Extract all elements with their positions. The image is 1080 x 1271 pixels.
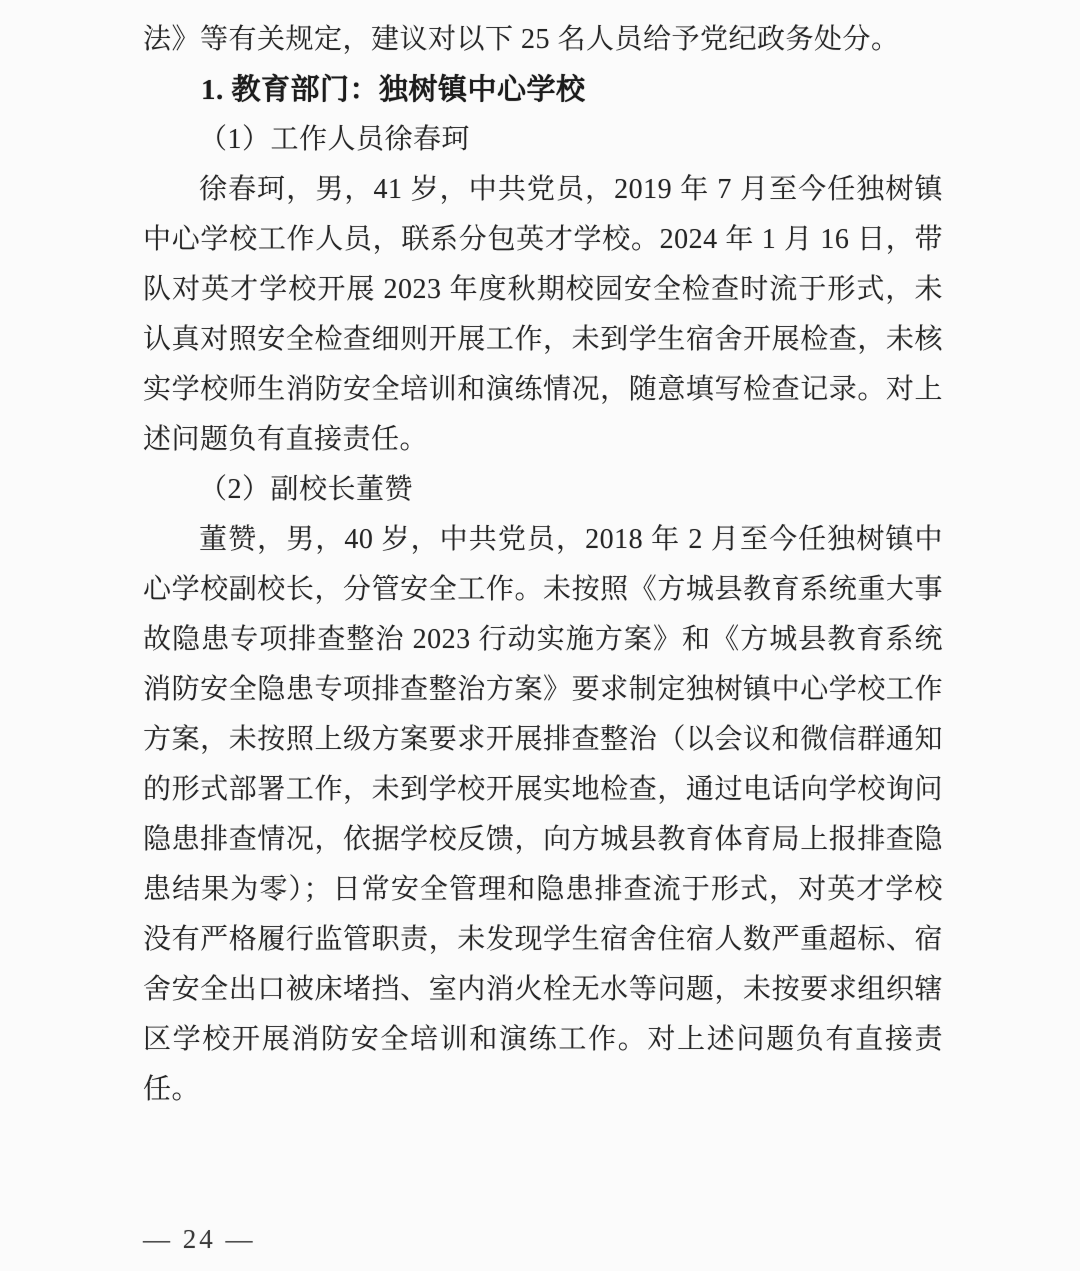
- subsection-heading-2: （2）副校长董赞: [199, 474, 414, 505]
- paragraph: 徐春珂，男，41 岁，中共党员，2019 年 7 月至今任独树镇中心学校工作人员，联系分包英才学校。2024 年 1 月 16 日，带队对英才学校开展 2023 年度秋期校园安全检查时流于形式，未认真对照安全检查细则开展工作，未到学生宿舍开展检查，未核实学校师生消防安全培训和演练情况，随意填写检查记录。对上述问题负有直接责任。: [143, 174, 943, 455]
- subsection-heading-1: （1）工作人员徐春珂: [199, 124, 471, 155]
- section-heading: 1. 教育部门：独树镇中心学校: [201, 74, 586, 106]
- paragraph: 董赞，男，40 岁，中共党员，2018 年 2 月至今任独树镇中心学校副校长，分管安全工作。未按照《方城县教育系统重大事故隐患专项排查整治 2023 行动实施方案》和《方城县教育系统消防安全隐患专项排查整治方案》要求制定独树镇中心学校工作方案，未按照上级方案要求开展排查整治（以会议和微信群通知的形式部署工作，未到学校开展实地检查，通过电话向学校询问隐患排查情况，依据学校反馈，向方城县教育体育局上报排查隐患结果为零）；日常安全管理和隐患排查流于形式，对英才学校没有严格履行监管职责，未发现学生宿舍住宿人数严重超标、宿舍安全出口被床堵挡、室内消火栓无水等问题，未按要求组织辖区学校开展消防安全培训和演练工作。对上述问题负有直接责任。: [143, 524, 943, 1105]
- page-number: — 24 —: [143, 1224, 256, 1254]
- paragraph-continuation: 法》等有关规定，建议对以下 25 名人员给予党纪政务处分。: [143, 24, 900, 55]
